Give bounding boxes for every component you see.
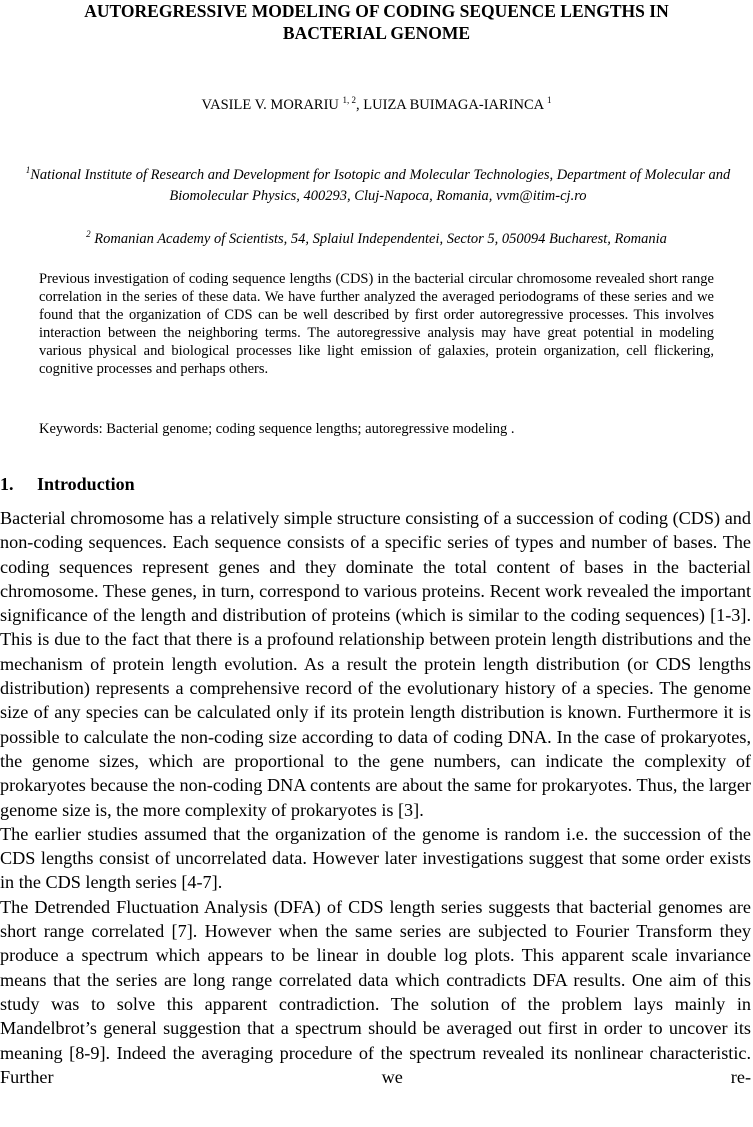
paragraph: Bacterial chromosome has a relatively simple structure consisting of a succession of coding (CDS) and non-coding sequences. Each sequence consists of a specific series of types and number of bases. The coding sequences represent genes and they dominate the total content of bases in the bacterial chromosome. These genes, in turn, correspond to various proteins. Recent work revealed the important significance of the length and distribution of proteins (which is similar to the coding sequences) [1-3]. This is due to the fact that there is a profound relationship between protein length distributions and the mechanism of protein length evolution. As a result the protein length distribution (or CDS lengths distribution) represents a comprehensive record of the evolutionary history of a species. The genome size of any species can be calculated only if its protein length distribution is known. Furthermore it is possible to calculate the non-coding size according to data of coding DNA. In the case of prokaryotes, the genome sizes, which are proportional to the gene numbers, can indicate the complexity of prokaryotes because the non-coding DNA contents are about the same for prokaryotes. Thus, the larger genome size is, the more complexity of prokaryotes is [3]. bbox=[0, 508, 751, 820]
affiliation-text: National Institute of Research and Development for Isotopic and Molecular Technologies, Department of Molecular and Biomolecular Physics, 400293, Cluj-Napoca, Romania, vvm@itim-cj.ro bbox=[30, 167, 731, 204]
title-line-1: AUTOREGRESSIVE MODELING OF CODING SEQUENCE LENGTHS IN bbox=[84, 1, 669, 21]
section-heading bbox=[0, 473, 135, 495]
paragraph: The Detrended Fluctuation Analysis (DFA) of CDS length series suggests that bacterial genomes are short range correlated [7]. However when the same series are subjected to Fourier Transform they produce a spectrum which appears to be linear in double log plots. This apparent scale invariance means that the series are long range correlated data which contradicts DFA results. One aim of this study was to solve this apparent contradiction. The solution of the problem lays mainly in Mandelbrot’s general suggestion that a spectrum should be averaged out first in order to uncover its meaning [8-9]. Indeed the averaging procedure of the spectrum revealed its nonlinear characteristic. Further we re- bbox=[0, 896, 751, 1087]
affiliation-marker: 2 bbox=[86, 229, 91, 240]
author-affiliation-marker: 1, 2 bbox=[342, 95, 357, 106]
affiliation-2 bbox=[0, 229, 753, 250]
section-title: Introduction bbox=[37, 474, 135, 494]
affiliation-marker: 1 bbox=[25, 165, 31, 176]
affiliation-text: Romanian Academy of Scientists, 54, Splaiul Independentei, Sector 5, 050094 Bucharest, Romania bbox=[90, 231, 667, 247]
author-affiliation-marker: 1 bbox=[546, 95, 552, 106]
keywords: Keywords: Bacterial genome; coding sequence lengths; autoregressive modeling . bbox=[39, 421, 515, 437]
title-line-2: BACTERIAL GENOME bbox=[282, 23, 471, 43]
author-separator: , bbox=[356, 97, 364, 113]
author-name: VASILE V. MORARIU bbox=[201, 97, 339, 113]
author-list bbox=[0, 96, 753, 114]
abstract: Previous investigation of coding sequence lengths (CDS) in the bacterial circular chromosome revealed short range correlation in the series of these data. We have further analyzed the averaged periodograms of these series and we found that the organization of CDS can be well described by first order autoregressive processes. This involves interaction between the neighboring terms. The autoregressive analysis may have great potential in modeling various physical and biological processes like light emission of galaxies, protein organization, cell flickering, cognitive processes and perhaps others. bbox=[39, 271, 714, 377]
affiliation-1 bbox=[20, 165, 736, 207]
body-text bbox=[0, 506, 751, 1089]
paragraph: The earlier studies assumed that the organization of the genome is random i.e. the succession of the CDS lengths consist of uncorrelated data. However later investigations suggest that some order exists in the CDS length series [4-7]. bbox=[0, 823, 751, 893]
section-number: 1. bbox=[0, 474, 14, 494]
paper-title bbox=[0, 0, 753, 44]
author-name: LUIZA BUIMAGA-IARINCA bbox=[363, 97, 544, 113]
